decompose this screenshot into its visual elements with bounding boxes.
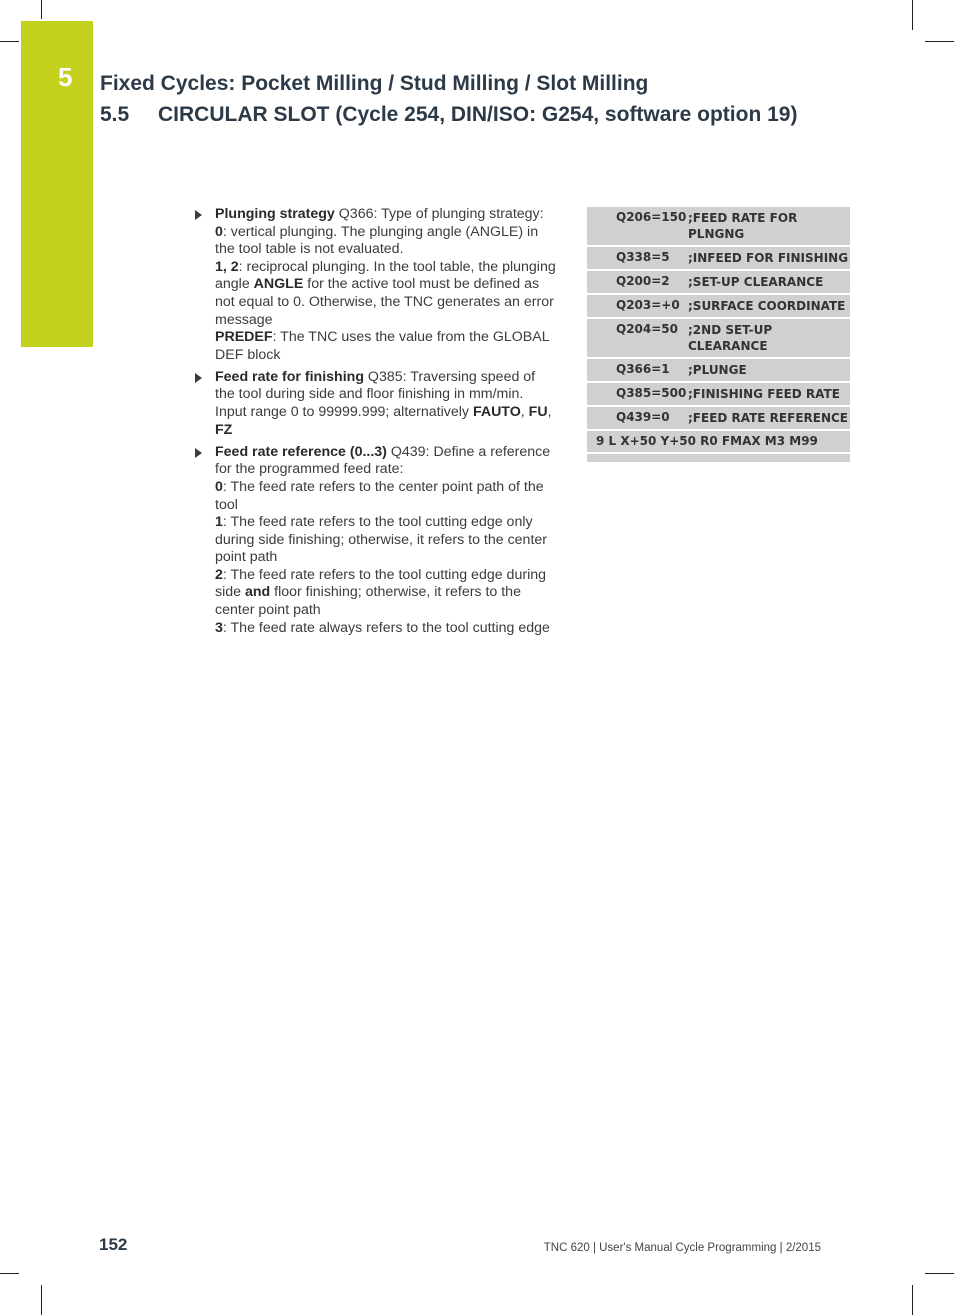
- q-parameter: Q204=50: [616, 322, 679, 336]
- q-comment: ;FINISHING FEED RATE: [688, 387, 840, 401]
- code-line-positioning: 9 L X+50 Y+50 R0 FMAX M3 M99: [587, 431, 850, 454]
- code-row: [587, 207, 850, 247]
- chapter-tab: [21, 21, 93, 347]
- section-title: [100, 103, 797, 127]
- crop-mark: [41, 1285, 42, 1315]
- option-text: : The feed rate refers to the tool cutting edge only during side finishing; otherwise, it refers to the center point path: [215, 514, 547, 566]
- param-label: Plunging strategy: [215, 206, 335, 222]
- code-block-end: [587, 454, 850, 462]
- option-text: : The feed rate always refers to the tool cutting edge: [222, 619, 550, 636]
- option-text: : The feed rate refers to the tool cutting edge during side: [215, 566, 546, 601]
- q-comment: ;FEED RATE REFERENCE: [688, 411, 849, 425]
- q-comment: ;INFEED FOR FINISHING: [688, 251, 849, 265]
- keyword: ANGLE: [253, 276, 304, 293]
- separator: ,: [547, 404, 552, 421]
- param-label: Feed rate reference (0...3): [215, 443, 387, 460]
- code-row: [587, 319, 850, 359]
- code-row: [587, 407, 850, 431]
- crop-mark: [925, 1273, 954, 1274]
- crop-mark: [925, 41, 954, 42]
- option-key: 1, 2: [215, 258, 239, 275]
- code-row: [587, 359, 850, 383]
- code-row: [587, 247, 850, 271]
- crop-mark: [912, 1285, 913, 1315]
- page-number: 152: [99, 1235, 128, 1254]
- crop-mark: [41, 0, 42, 19]
- code-row: [587, 295, 850, 319]
- section-title-text: CIRCULAR SLOT (Cycle 254, DIN/ISO: G254, software option 19): [158, 103, 798, 126]
- crop-mark: [0, 1273, 19, 1274]
- q-parameter: Q366=1: [616, 362, 670, 376]
- code-row: [587, 271, 850, 295]
- option-key: PREDEF: [215, 329, 273, 346]
- q-comment: ;SET-UP CLEARANCE: [688, 275, 824, 289]
- chapter-title: Fixed Cycles: Pocket Milling / Stud Milling / Slot Milling: [100, 72, 649, 95]
- option-key: 0: [215, 223, 223, 240]
- param-intro: Q366: Type of plunging strategy:: [334, 206, 544, 222]
- option-text: : The feed rate refers to the center point path of the tool: [215, 478, 544, 513]
- q-parameter: Q439=0: [616, 410, 670, 424]
- keyword: FAUTO: [472, 404, 521, 421]
- chapter-number: 5: [58, 62, 73, 92]
- option-key: 3: [215, 619, 223, 636]
- param-feed-rate-finishing: [195, 369, 557, 439]
- option-text: for the active tool must be defined as not equal to 0. Otherwise, the TNC generates an error message: [215, 276, 554, 328]
- bullet-arrow-icon: [195, 210, 202, 220]
- section-number: 5.5: [100, 103, 130, 126]
- crop-mark: [912, 0, 913, 30]
- param-label: Feed rate for finishing: [215, 368, 364, 385]
- bullet-arrow-icon: [195, 373, 202, 383]
- q-comment: ;SURFACE COORDINATE: [688, 299, 846, 313]
- parameter-descriptions: [195, 206, 557, 642]
- q-parameter: Q338=5: [616, 250, 670, 264]
- q-parameter: Q385=500: [616, 386, 687, 400]
- option-key: 1: [215, 514, 223, 531]
- keyword: FU: [528, 404, 548, 421]
- code-row: [587, 383, 850, 407]
- keyword: FZ: [215, 421, 233, 438]
- nc-program-block: [587, 207, 850, 462]
- option-text: floor finishing; otherwise, it refers to the center point path: [215, 584, 521, 619]
- option-key: 0: [215, 478, 223, 495]
- param-feed-rate-reference: [195, 444, 557, 638]
- keyword: and: [244, 584, 271, 601]
- param-text: Q385: Traversing speed of the tool during side and floor finishing in mm/min. Input range 0 to 99999.999; alternatively: [215, 368, 536, 421]
- option-text: : The TNC uses the value from the GLOBAL DEF block: [215, 329, 550, 363]
- q-comment: ;FEED RATE FOR PLNGNG: [688, 211, 798, 241]
- crop-mark: [0, 41, 19, 42]
- option-key: 2: [215, 566, 223, 583]
- q-comment: ;PLUNGE: [688, 363, 747, 377]
- separator: ,: [520, 404, 529, 421]
- option-text: : vertical plunging. The plunging angle (ANGLE) in the tool table is not evaluated.: [215, 223, 539, 258]
- param-plunging-strategy: [195, 206, 557, 364]
- q-parameter: Q206=150: [616, 210, 687, 224]
- q-comment: ;2ND SET-UP CLEARANCE: [688, 323, 773, 353]
- q-parameter: Q200=2: [616, 274, 670, 288]
- param-intro: Q439: Define a reference for the programmed feed rate:: [215, 443, 551, 478]
- option-text: : reciprocal plunging. In the tool table, the plunging angle: [215, 258, 556, 293]
- q-parameter: Q203=+0: [616, 298, 680, 312]
- footer-text: TNC 620 | User's Manual Cycle Programming | 2/2015: [543, 1242, 821, 1254]
- bullet-arrow-icon: [195, 448, 202, 458]
